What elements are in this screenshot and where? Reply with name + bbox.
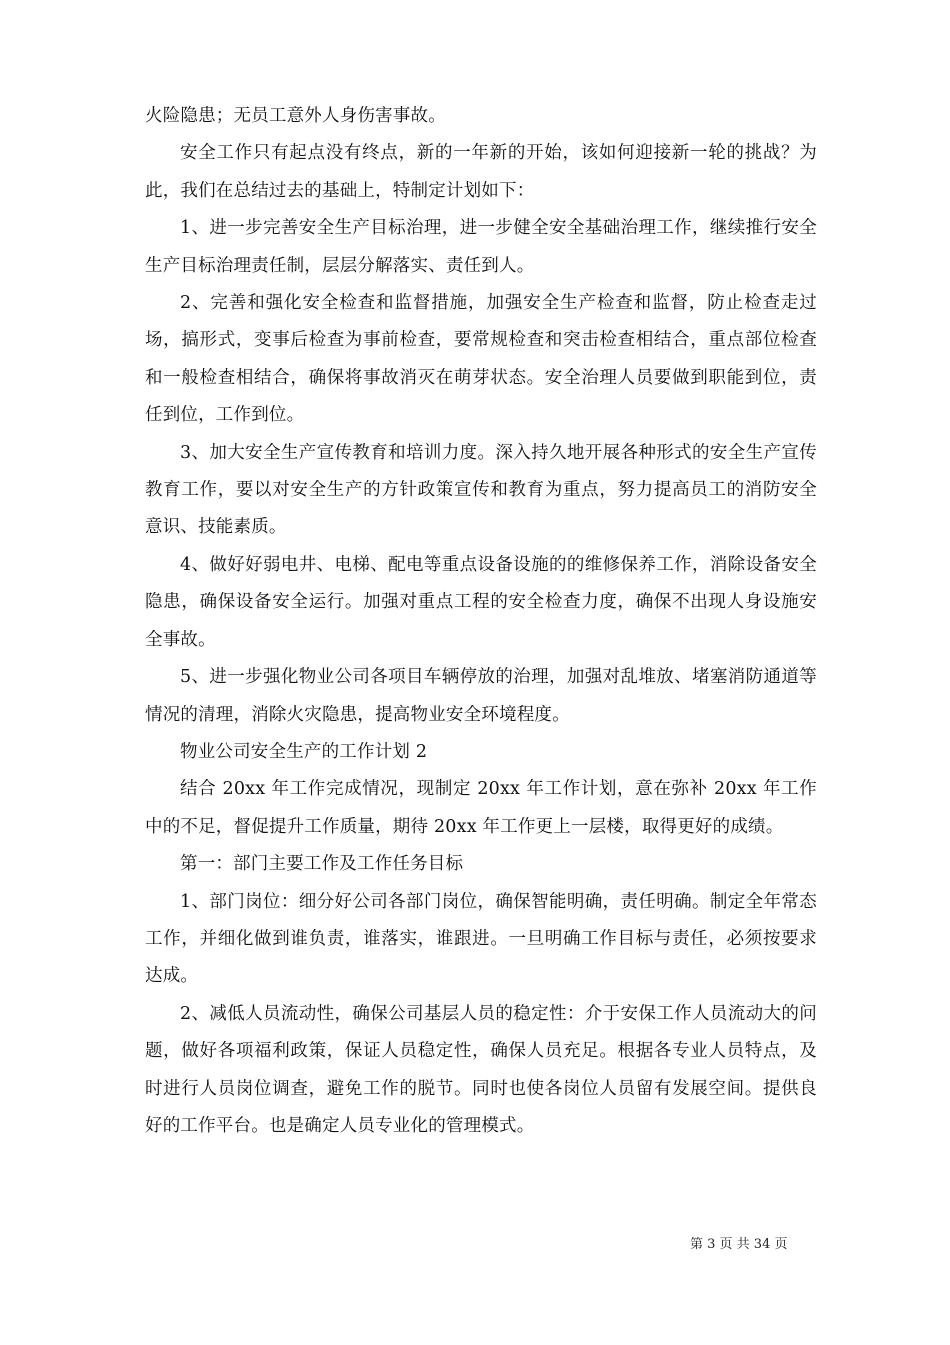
paragraph-item-5: 5、进一步强化物业公司各项目车辆停放的治理，加强对乱堆放、堵塞消防通道等情况的清理，消除火灾隐患，提高物业安全环境程度。: [145, 667, 817, 725]
page-footer: [690, 1235, 787, 1255]
paragraph-item-4: 4、做好好弱电井、电梯、配电等重点设备设施的的维修保养工作，消除设备安全隐患，确保设备安全运行。加强对重点工程的安全检查力度，确保不出现人身设施安全事故。: [145, 554, 817, 650]
subsection-title: 第一：部门主要工作及工作任务目标: [180, 854, 464, 875]
paragraph-goal-2: 2、减低人员流动性，确保公司基层人员的稳定性：介于安保工作人员流动大的问题，做好各项福利政策，保证人员稳定性，确保人员充足。根据各专业人员特点，及时进行人员岗位调查，避免工作的脱节。同时也使各岗位人员留有发展空间。提供良好的工作平台。也是确定人员专业化的管理模式。: [145, 1003, 817, 1136]
paragraph-continuation: 火险隐患；无员工意外人身伤害事故。: [145, 106, 446, 126]
paragraph-goal-1: 1、部门岗位：细分好公司各部门岗位，确保智能明确，责任明确。制定全年常态工作，并细化做到谁负责，谁落实，谁跟进。一旦明确工作目标与责任，必须按要求达成。: [145, 891, 817, 987]
page-number: 第 3 页 共 34 页: [690, 1237, 788, 1252]
section-title: 物业公司安全生产的工作计划 2: [180, 741, 428, 762]
paragraph-item-2: 2、完善和强化安全检查和监督措施，加强安全生产检查和监督，防止检查走过场，搞形式，变事后检查为事前检查，要常规检查和突击检查相结合，重点部位检查和一般检查相结合，确保将事故消灭在萌芽状态。安全治理人员要做到职能到位，责任到位，工作到位。: [145, 293, 817, 426]
document-body: [145, 98, 817, 1145]
paragraph-plan-intro: 结合 20xx 年工作完成情况，现制定 20xx 年工作计划，意在弥补 20xx 年工作中的不足，督促提升工作质量，期待 20xx 年工作更上一层楼，取得更好的成绩。: [145, 779, 817, 837]
paragraph-intro: 安全工作只有起点没有终点，新的一年新的开始，该如何迎接新一轮的挑战？为此，我们在总结过去的基础上，特制定计划如下：: [145, 143, 817, 201]
paragraph-item-1: 1、进一步完善安全生产目标治理，进一步健全安全基础治理工作，继续推行安全生产目标治理责任制，层层分解落实、责任到人。: [145, 218, 817, 276]
paragraph-item-3: 3、加大安全生产宣传教育和培训力度。深入持久地开展各种形式的安全生产宣传教育工作，要以对安全生产的方针政策宣传和教育为重点，努力提高员工的消防安全意识、技能素质。: [145, 442, 817, 538]
